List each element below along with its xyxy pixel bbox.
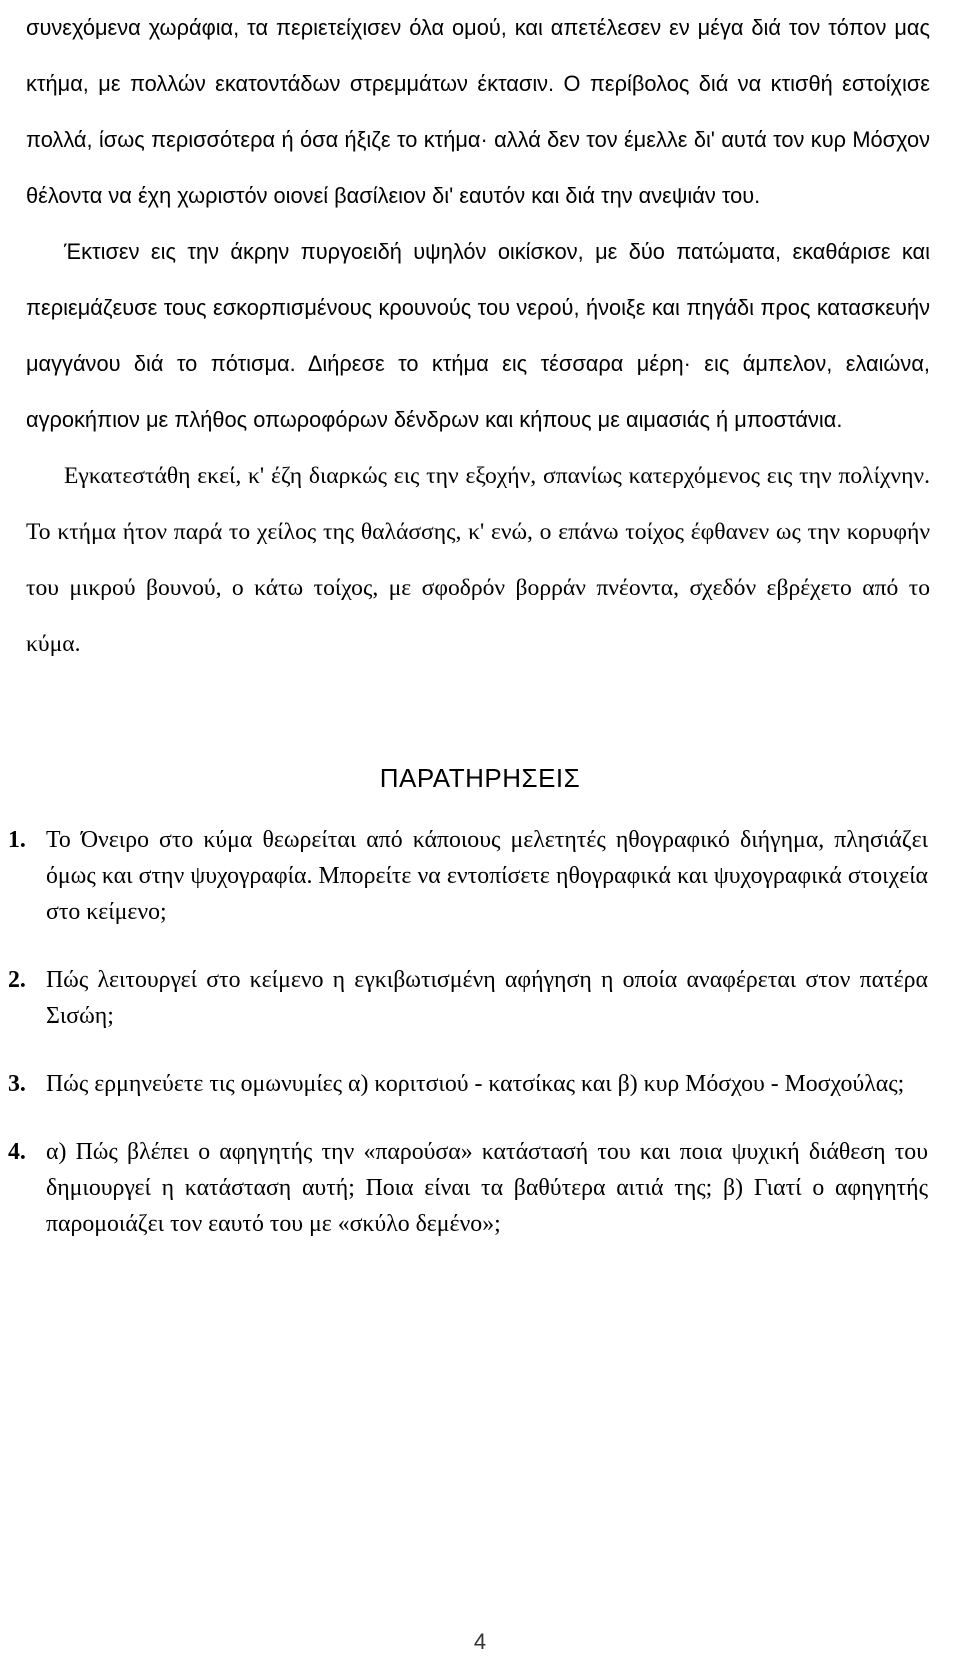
note-number: 4. (8, 1139, 26, 1165)
note-number: 2. (8, 967, 26, 993)
notes-heading: ΠΑΡΑΤΗΡΗΣΕΙΣ (379, 763, 581, 793)
story-text (26, 0, 930, 672)
note-text: Πώς λειτουργεί στο κείμενο η εγκιβωτισμένη αφήγηση η οποία αναφέρεται στον πατέρα Σισώη; (46, 967, 928, 1029)
note-text: α) Πώς βλέπει ο αφηγητής την «παρούσα» κατάστασή του και ποια ψυχική διάθεση του δημιουργεί η κατάσταση αυτή; Ποια είναι τα βαθύτερα αιτιά της; β) Γιατί ο αφηγητής παρομοιάζει τον εαυτό του με «σκύλο δεμένο»; (46, 1139, 928, 1237)
note-item-2 (8, 962, 928, 1034)
story-paragraph-3: Εγκατεστάθη εκεί, κ' έζη διαρκώς εις την εξοχήν, σπανίως κατερχόμενος εις την πολίχνην. Το κτήμα ήτον παρά το χείλος της θαλάσσης, κ' ενώ, ο επάνω τοίχος έφθανεν ως την κορυφήν του μικρού βουνού, ο κάτω τοίχος, με σφοδρόν βορράν πνέοντα, σχεδόν εβρέχετο από το κύμα. (26, 463, 930, 657)
note-item-1 (8, 822, 928, 930)
story-paragraph-2-lead (26, 224, 930, 448)
note-item-3 (8, 1066, 928, 1102)
note-text: Το Όνειρο στο κύμα θεωρείται από κάποιους μελετητές ηθογραφικό διήγημα, πλησιάζει όμως και στην ψυχογραφία. Μπορείτε να εντοπίσετε ηθογραφικά και ψυχογραφικά στοιχεία στο κείμενο; (46, 827, 928, 925)
note-text: Πώς ερμηνεύετε τις ομωνυμίες α) κοριτσιού - κατσίκας και β) κυρ Μόσχου - Μοσχούλας; (46, 1071, 905, 1097)
story-paragraph-1: συνεχόμενα χωράφια, τα περιετείχισεν όλα ομού, και απετέλεσεν εν μέγα διά τον τόπον μας κτήμα, με πολλών εκατοντάδων στρεμμάτων έκτασιν. Ο περίβολος διά να κτισθή εστοίχισε πολλά, ίσως περισσότερα ή όσα ήξιζε το κτήμα· αλλά δεν τον έμελλε δι' αυτά τον κυρ Μόσχον θέλοντα να έχη χωριστόν οιονεί βασίλειον δι' εαυτόν και διά την ανεψιάν του. (26, 15, 930, 208)
note-number: 3. (8, 1071, 26, 1097)
story-paragraph-2: Έκτισεν εις την άκρην πυργοειδή υψηλόν οικίσκον, με δύο πατώματα, εκαθάρισε και περιεμάζευσε τους εσκορπισμένους κρουνούς του νερού, ήνοιξε και πηγάδι προς κατασκευήν μαγγάνου διά το πότισμα. Διήρεσε το κτήμα εις τέσσαρα μέρη· εις άμπελον, ελαιώνα, αγροκήπιον με πλήθος οπωροφόρων δένδρων και κήπους με αιμασιάς ή μποστάνια. (26, 239, 930, 432)
page-number: 4 (473, 1629, 487, 1654)
note-number: 1. (8, 827, 26, 853)
notes-list (8, 822, 928, 1274)
note-item-4 (8, 1134, 928, 1242)
